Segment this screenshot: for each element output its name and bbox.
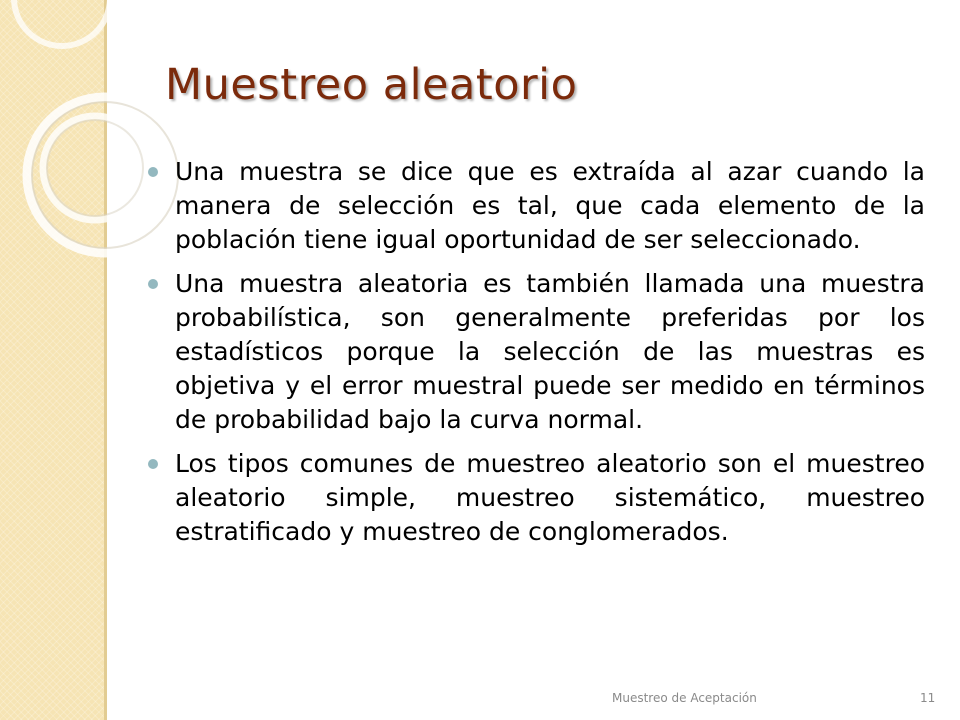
- slide-title: Muestreo aleatorio: [165, 60, 578, 110]
- bullet-dot-icon: [148, 279, 158, 289]
- bullet-text: Una muestra se dice que es extraída al azar cuando la manera de selección es tal, que cada elemento de la población tiene igual oportunidad de ser seleccionado.: [175, 157, 925, 254]
- decorative-circle-top: [14, 0, 110, 46]
- bullet-item: [148, 447, 925, 549]
- footer-text: Muestreo de Aceptación: [612, 691, 757, 705]
- bullet-dot-icon: [148, 459, 158, 469]
- bullet-item: [148, 267, 925, 437]
- page-number: 11: [920, 691, 936, 705]
- decorative-circle-inner-shadow: [47, 120, 143, 216]
- bullet-text: Una muestra aleatoria es también llamada una muestra probabilística, son generalmente preferidas por los estadísticos porque la selección de las muestras es objetiva y el error muestral puede ser medido en términos de probabilidad bajo la curva normal.: [175, 269, 925, 434]
- decorative-circle-inner: [43, 116, 147, 220]
- bullet-dot-icon: [148, 167, 158, 177]
- bullet-item: [148, 155, 925, 257]
- bullet-list: [148, 155, 925, 559]
- bullet-text: Los tipos comunes de muestreo aleatorio son el muestreo aleatorio simple, muestreo sistemático, muestreo estratificado y muestreo de conglomerados.: [175, 449, 925, 546]
